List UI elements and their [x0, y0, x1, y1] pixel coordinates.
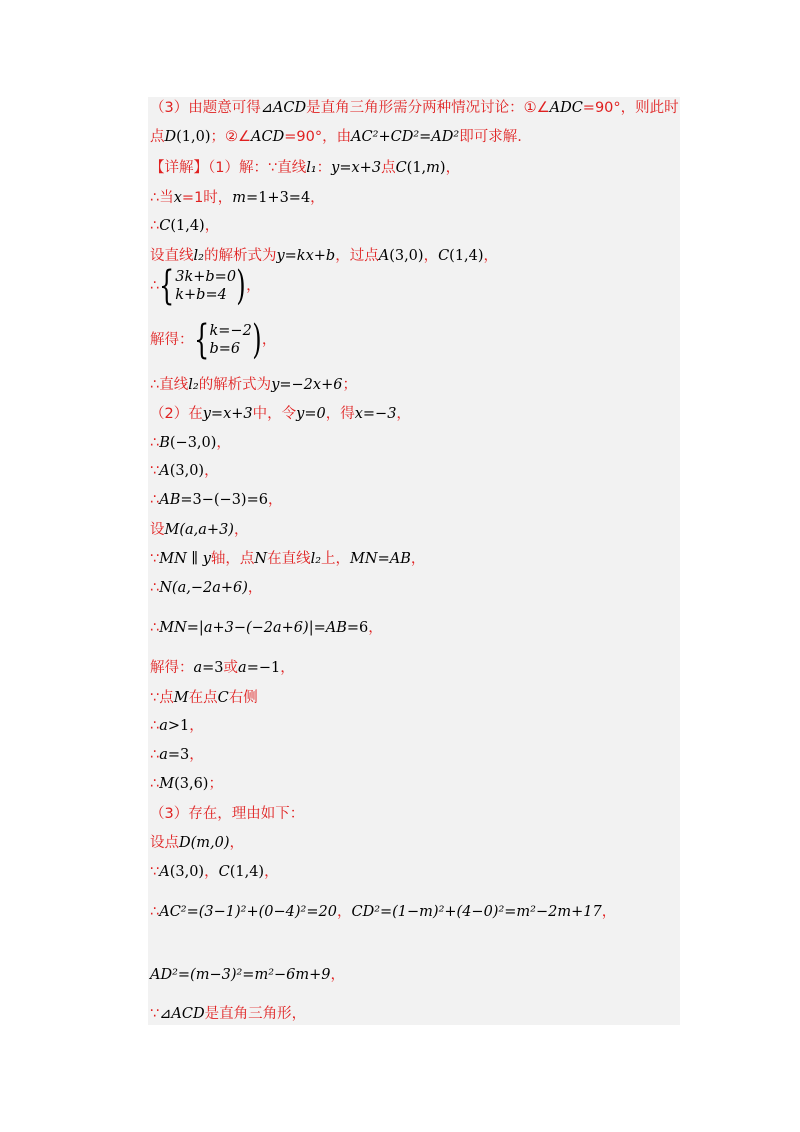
text-run: 即可求解. — [459, 129, 522, 145]
equation-row: b=6 — [209, 341, 241, 357]
math-run: D — [179, 835, 191, 851]
text-run: ∵ — [150, 1006, 160, 1022]
solution-line — [150, 688, 258, 708]
equation-row: 3k+b=0 — [175, 269, 237, 285]
math-run: ⊿ — [260, 100, 273, 116]
text-run: ∴直线 — [150, 377, 189, 393]
text-run: ， — [189, 747, 204, 763]
math-run: (1,4) — [229, 864, 265, 880]
text-run: ： — [316, 160, 332, 176]
text-run: ，得 — [325, 406, 355, 422]
math-run: (m,0) — [190, 835, 230, 851]
math-run: =3 — [167, 747, 190, 763]
text-run: ， — [601, 904, 617, 920]
math-run: (3,0) — [169, 463, 205, 479]
text-run: =1时， — [181, 190, 233, 206]
solution-line — [150, 404, 411, 424]
math-run: AD²=(m−3)²=m²−6m+9 — [150, 967, 331, 983]
solution-line — [150, 965, 345, 985]
math-run: MN=AB — [350, 551, 411, 567]
text-run: 上， — [321, 551, 351, 567]
math-run: ∥ — [186, 551, 203, 567]
text-run: 【详解】 — [150, 160, 208, 176]
text-run: 右侧 — [228, 690, 258, 706]
math-run: =−1 — [246, 660, 281, 676]
text-run: ∵ — [150, 463, 160, 479]
math-run: =3−(−3)=6 — [180, 492, 268, 508]
solution-line — [150, 549, 425, 569]
solution-line — [150, 375, 357, 395]
math-run: (3,6) — [174, 776, 209, 792]
text-run: 的解析式为 — [203, 248, 277, 264]
text-run: 轴，点 — [210, 551, 255, 567]
solution-line — [150, 774, 223, 794]
solution-line — [150, 658, 295, 678]
math-run: (3,0) — [169, 864, 205, 880]
line-prefix: ∴ — [150, 278, 160, 294]
math-run: A — [159, 463, 170, 479]
text-run: =90°，则此时 — [582, 100, 679, 116]
text-run: ， — [204, 218, 220, 234]
equation-system — [159, 263, 247, 309]
line-suffix: ， — [246, 278, 261, 294]
solution-line — [150, 520, 248, 540]
text-run: ∵点 — [150, 690, 174, 706]
solution-line — [150, 461, 219, 481]
text-run: 是直角三角形需分两种情况讨论：①∠ — [306, 100, 550, 116]
math-run: (1, — [406, 160, 427, 176]
math-run: ) — [439, 160, 446, 176]
math-run: CD²=(1−m)²+(4−0)²=m²−2m+17 — [351, 904, 602, 920]
equation-row: k+b=4 — [175, 287, 227, 303]
text-run: ∵ — [150, 551, 160, 567]
text-run: 解得： — [150, 660, 194, 676]
math-run: y=0 — [296, 406, 326, 422]
math-run: a — [159, 747, 168, 763]
solution-line — [150, 158, 460, 178]
text-run: 或 — [223, 660, 239, 676]
math-run: D — [164, 129, 177, 145]
math-run: (1,0) — [176, 129, 211, 145]
math-run: AC²=(3−1)²+(0−4)²=20 — [159, 904, 337, 920]
text-run: ， — [229, 835, 245, 851]
text-run: 是直角三角形， — [204, 1006, 307, 1022]
line-prefix: 解得： — [150, 332, 194, 348]
math-run: (3,0) — [389, 248, 424, 264]
solution-line — [150, 618, 383, 638]
paren-right: ) — [252, 317, 262, 363]
text-run: ， — [264, 864, 279, 880]
text-run: ， — [189, 718, 204, 734]
text-run: ； — [208, 776, 223, 792]
text-run: ， — [233, 522, 249, 538]
text-run: 点 — [381, 160, 396, 176]
math-run: (1,4) — [449, 248, 484, 264]
math-run: (−3,0) — [169, 435, 217, 451]
text-run: ∴ — [150, 218, 160, 234]
math-run: l₂ — [310, 551, 322, 567]
math-run: (a,a+3) — [179, 522, 234, 538]
solution-line — [150, 317, 277, 363]
solution-line — [150, 127, 522, 147]
math-run: a — [159, 718, 168, 734]
math-run: y=x+3 — [331, 160, 382, 176]
text-run: ∴ — [150, 904, 160, 920]
math-run: A — [159, 864, 170, 880]
text-run: =90°，由 — [284, 129, 352, 145]
equation-row: k=−2 — [209, 323, 252, 339]
math-run: AB — [159, 492, 181, 508]
solution-line — [150, 433, 231, 453]
paren-right: ) — [236, 263, 247, 309]
solution-line — [150, 1004, 306, 1024]
math-run: M — [159, 776, 175, 792]
text-run: ∴ — [150, 620, 160, 636]
math-run: MN — [159, 551, 187, 567]
text-run: ；②∠ — [210, 129, 252, 145]
text-run: 在点 — [188, 690, 218, 706]
text-run: ∴ — [150, 776, 160, 792]
math-run: y=−2x+6 — [271, 377, 343, 393]
math-run: =3 — [202, 660, 224, 676]
math-run: m — [232, 190, 247, 206]
line-suffix: ， — [261, 332, 277, 348]
brace-left: { — [159, 263, 175, 309]
math-run: AC²+CD²=AD² — [351, 129, 460, 145]
text-run: ， — [204, 864, 219, 880]
math-run: x — [173, 190, 182, 206]
math-run: a — [193, 660, 203, 676]
text-run: ， — [368, 620, 383, 636]
math-run: C — [217, 690, 229, 706]
math-run: ADC — [549, 100, 583, 116]
math-run: =|a+3−(−2a+6)|= — [186, 620, 326, 636]
math-run: ACD — [272, 100, 307, 116]
solution-line — [150, 188, 325, 208]
solution-line — [150, 716, 204, 736]
math-run: l₂ — [188, 377, 199, 393]
text-run: ， — [336, 904, 352, 920]
text-run: ， — [310, 190, 325, 206]
math-run: x=−3 — [354, 406, 397, 422]
math-run: ACD — [251, 129, 285, 145]
text-run: ， — [483, 248, 499, 264]
text-run: ∴ — [150, 580, 160, 596]
math-run: y=x+3 — [202, 406, 253, 422]
math-run: ACD — [171, 1006, 205, 1022]
text-run: ， — [247, 580, 263, 596]
text-run: 点 — [150, 129, 165, 145]
text-run: ∵ — [150, 864, 160, 880]
text-run: ∴ — [150, 435, 160, 451]
text-run: ∴ — [150, 492, 160, 508]
text-run: ， — [445, 160, 461, 176]
solution-line — [150, 490, 282, 510]
text-run: ， — [330, 967, 346, 983]
solution-line — [150, 263, 261, 309]
text-run: 在直线 — [267, 551, 311, 567]
text-run: ，过点 — [335, 248, 379, 264]
text-run: ， — [423, 248, 439, 264]
text-run: ∴当 — [150, 190, 174, 206]
math-run: C — [438, 248, 450, 264]
math-run: MN — [159, 620, 187, 636]
math-run: l₁ — [306, 160, 317, 176]
text-run: ， — [216, 435, 231, 451]
math-run: C — [159, 218, 171, 234]
text-run: ， — [280, 660, 295, 676]
text-run: 的解析式为 — [198, 377, 272, 393]
solution-line — [150, 804, 304, 824]
math-run: =6 — [346, 620, 369, 636]
text-run: ， — [267, 492, 283, 508]
solution-line — [150, 216, 219, 236]
text-run: （3）存在，理由如下： — [150, 806, 305, 822]
math-run: A — [378, 248, 390, 264]
text-run: 中，令 — [252, 406, 297, 422]
solution-line — [150, 862, 279, 882]
text-run: ； — [342, 377, 357, 393]
math-run: l₂ — [193, 248, 204, 264]
math-run: (a,−2a+6) — [171, 580, 248, 596]
math-run: m — [426, 160, 440, 176]
math-run: a — [238, 660, 247, 676]
solution-line — [150, 902, 616, 922]
math-run: y — [202, 551, 211, 567]
text-run: ， — [204, 463, 219, 479]
text-run: 设点 — [150, 835, 179, 851]
solution-line — [150, 833, 244, 853]
solution-line — [150, 578, 262, 598]
math-run: (1,4) — [170, 218, 205, 234]
math-run: C — [395, 160, 407, 176]
text-run: 设 — [150, 522, 165, 538]
text-run: ， — [396, 406, 411, 422]
text-run: （2）在 — [150, 406, 203, 422]
math-run: N — [159, 580, 172, 596]
text-run: ， — [410, 551, 426, 567]
math-run: y=kx+b — [276, 248, 336, 264]
text-run: ∴ — [150, 747, 160, 763]
math-run: =1+3=4 — [246, 190, 311, 206]
solution-line — [150, 98, 679, 118]
math-run: ⊿ — [159, 1006, 172, 1022]
equation-system — [193, 317, 262, 363]
brace-left: { — [193, 317, 209, 363]
text-run: （3）由题意可得 — [150, 100, 261, 116]
math-run: M — [173, 690, 189, 706]
math-run: N — [254, 551, 268, 567]
math-run: M — [164, 522, 180, 538]
text-run: ∴ — [150, 718, 160, 734]
math-run: B — [159, 435, 170, 451]
math-run: >1 — [167, 718, 190, 734]
solution-line — [150, 246, 498, 266]
math-run: C — [218, 864, 230, 880]
text-run: （1）解：∵直线 — [208, 160, 307, 176]
solution-line — [150, 745, 204, 765]
text-run: 设直线 — [150, 248, 194, 264]
math-run: AB — [325, 620, 347, 636]
